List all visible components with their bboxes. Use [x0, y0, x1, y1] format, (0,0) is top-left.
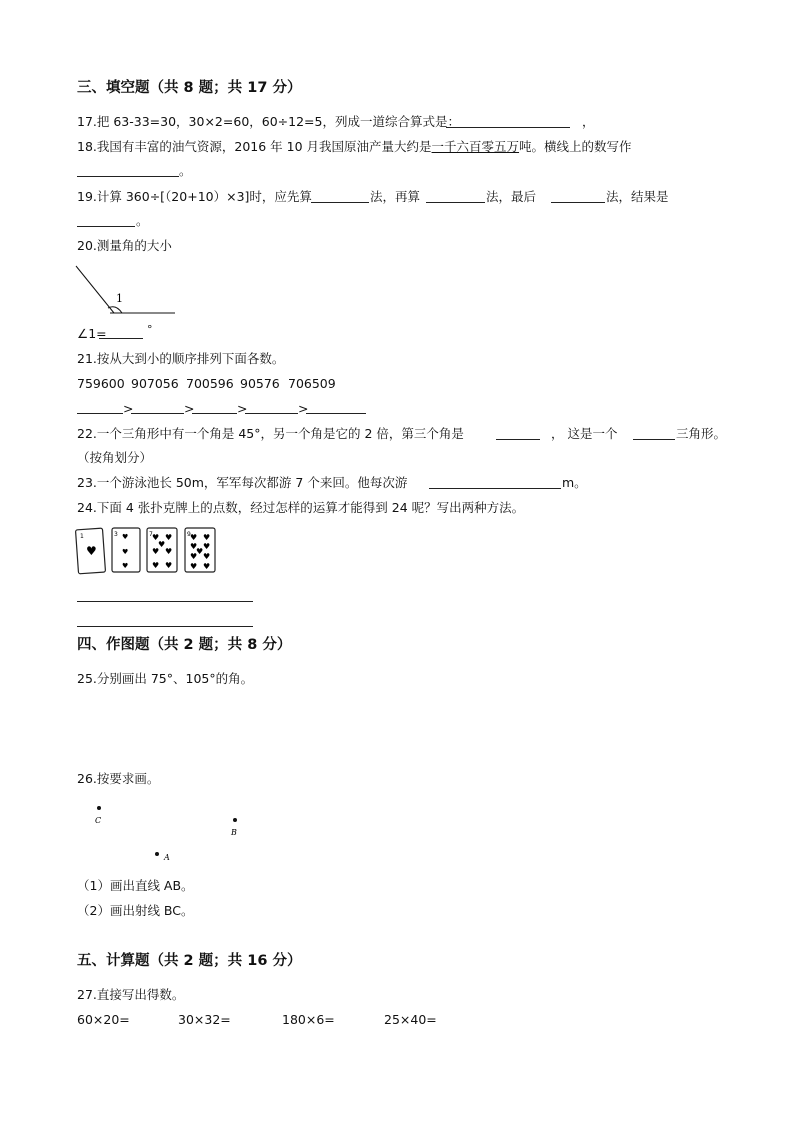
heart-icon: ♥	[165, 547, 173, 556]
svg-text:7: 7	[149, 531, 153, 538]
question-19-a: 19.计算 360÷[（20+10）×3]时，应先算	[77, 189, 312, 204]
question-19-c: 法，最后	[486, 189, 537, 204]
question-18-end: 。	[179, 163, 192, 178]
answer-blank-19-4[interactable]	[77, 226, 135, 227]
section-4-title: 四、作图题（共 2 题；共 8 分）	[77, 637, 292, 653]
order-blank-1[interactable]	[77, 413, 123, 414]
question-18: 18.我国有丰富的油气资源，2016 年 10 月我国原油产量大约是一千六百零五万吨。横线上的数写作	[77, 139, 632, 154]
heart-icon: ♥	[190, 562, 198, 571]
heart-icon: ♥	[122, 548, 129, 556]
question-21: 21.按从大到小的顺序排列下面各数。	[77, 351, 285, 366]
calc-item-4: 25×40=	[384, 1012, 437, 1027]
svg-text:3: 3	[114, 531, 118, 538]
question-17-tail: ，	[582, 114, 595, 129]
heart-icon: ♥	[190, 533, 198, 542]
question-27: 27.直接写出得数。	[77, 987, 185, 1002]
answer-blank-20[interactable]	[99, 338, 143, 339]
playing-card-3	[147, 528, 177, 572]
playing-cards	[76, 526, 221, 576]
point-label-a: A	[164, 853, 170, 862]
answer-line-24-1[interactable]	[77, 601, 253, 602]
order-blank-5[interactable]	[306, 413, 366, 414]
degree-sign: °	[147, 323, 153, 336]
heart-icon: ♥	[203, 533, 211, 542]
svg-text:1: 1	[80, 533, 84, 540]
heart-icon: ♥	[203, 552, 211, 561]
heart-icon: ♥	[122, 562, 129, 570]
playing-card-1	[75, 528, 105, 574]
heart-icon: ♥	[152, 533, 160, 542]
calc-item-2: 30×32=	[178, 1012, 231, 1027]
answer-blank-23[interactable]	[429, 488, 561, 489]
question-23: 23.一个游泳池长 50m，军军每次都游 7 个来回。他每次游	[77, 475, 408, 490]
question-26-sub-1: （1）画出直线 AB。	[77, 878, 194, 893]
answer-line-24-2[interactable]	[77, 626, 253, 627]
gt-sign-2: >	[184, 401, 195, 416]
point-c	[97, 806, 101, 810]
answer-blank-22-1[interactable]	[496, 439, 540, 440]
question-22-note: （按角划分）	[77, 450, 153, 465]
question-22-b: ， 这是一个	[551, 426, 618, 441]
answer-blank-19-1[interactable]	[311, 202, 369, 203]
playing-card-2	[112, 528, 140, 572]
heart-icon: ♥	[152, 547, 160, 556]
question-22-a: 22.一个三角形中有一个角是 45°，另一个角是它的 2 倍，第三个角是	[77, 426, 464, 441]
heart-icon: ♥	[196, 547, 204, 556]
heart-icon: ♥	[152, 561, 160, 570]
question-19-d: 法，结果是	[606, 189, 669, 204]
point-label-c: C	[95, 816, 102, 825]
svg-text:9: 9	[187, 531, 191, 538]
question-20: 20.测量角的大小	[77, 238, 172, 253]
heart-icon: ♥	[190, 542, 198, 551]
answer-blank-22-2[interactable]	[633, 439, 675, 440]
section-5-title: 五、计算题（共 2 题；共 16 分）	[77, 953, 302, 969]
point-label-b: B	[231, 828, 237, 837]
answer-blank-19-2[interactable]	[426, 202, 485, 203]
heart-icon: ♥	[165, 561, 173, 570]
answer-blank-17[interactable]	[446, 127, 570, 128]
question-19-b: 法，再算	[370, 189, 421, 204]
angle-label: 1	[116, 292, 123, 305]
heart-icon: ♥	[122, 533, 129, 541]
question-17: 17.把 63-33=30，30×2=60，60÷12=5，列成一道综合算式是：	[77, 114, 460, 129]
question-25: 25.分别画出 75°、105°的角。	[77, 671, 254, 686]
answer-blank-19-3[interactable]	[551, 202, 605, 203]
question-24: 24.下面 4 张扑克牌上的点数，经过怎样的运算才能得到 24 呢？写出两种方法。	[77, 500, 525, 515]
point-a	[155, 852, 159, 856]
gt-sign-1: >	[123, 401, 134, 416]
number-5: 706509	[288, 376, 336, 391]
gt-sign-3: >	[237, 401, 248, 416]
heart-icon: ♥	[203, 562, 211, 571]
question-26-sub-2: （2）画出射线 BC。	[77, 903, 194, 918]
question-23-unit: m。	[562, 475, 587, 490]
heart-icon: ♥	[190, 552, 198, 561]
calc-item-3: 180×6=	[282, 1012, 335, 1027]
point-diagram	[90, 802, 250, 867]
question-19-end: 。	[136, 213, 149, 228]
order-blank-3[interactable]	[192, 413, 237, 414]
playing-card-4	[185, 528, 215, 572]
heart-icon: ♥	[203, 542, 211, 551]
angle-figure	[74, 264, 178, 316]
number-4: 90576	[240, 376, 280, 391]
number-3: 700596	[186, 376, 234, 391]
order-blank-2[interactable]	[131, 413, 184, 414]
section-3-title: 三、填空题（共 8 题；共 17 分）	[77, 80, 302, 96]
question-26: 26.按要求画。	[77, 771, 160, 786]
number-2: 907056	[131, 376, 179, 391]
order-blank-4[interactable]	[245, 413, 298, 414]
heart-icon: ♥	[86, 544, 97, 558]
underlined-number: 一千六百零五万	[431, 139, 520, 154]
heart-icon: ♥	[165, 533, 173, 542]
number-1: 759600	[77, 376, 125, 391]
point-b	[233, 818, 237, 822]
question-22-c: 三角形。	[676, 426, 727, 441]
angle-answer-label: ∠1=	[77, 326, 107, 341]
heart-icon: ♥	[158, 540, 166, 549]
answer-blank-18[interactable]	[77, 176, 179, 177]
gt-sign-4: >	[298, 401, 309, 416]
calc-item-1: 60×20=	[77, 1012, 130, 1027]
